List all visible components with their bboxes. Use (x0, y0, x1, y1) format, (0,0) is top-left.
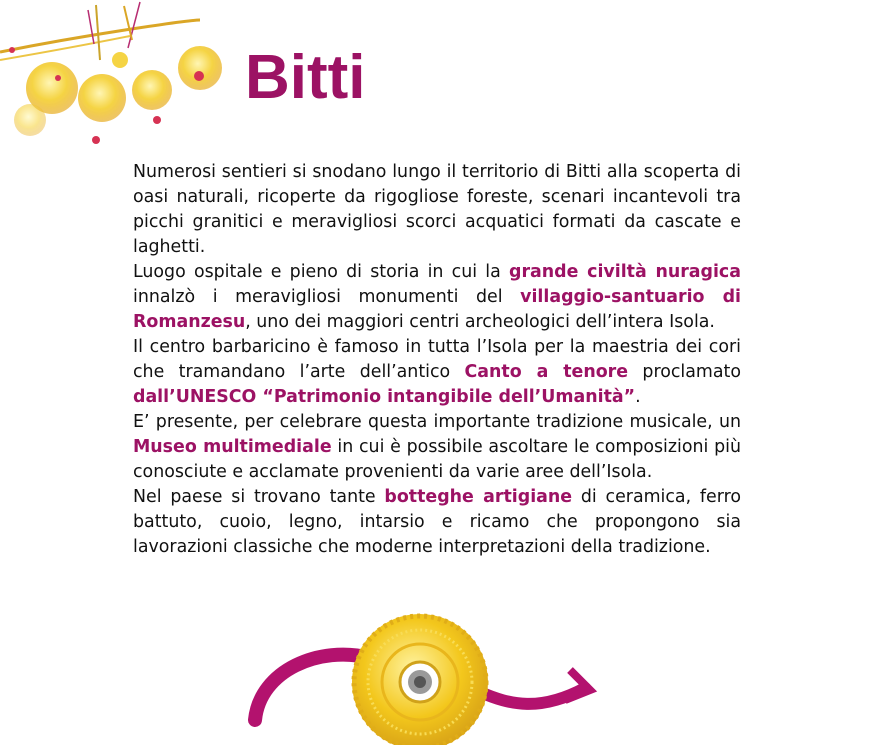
highlight: villaggio-santuario di Romanzesu (133, 287, 741, 332)
paragraph: Il centro barbaricino è famoso in tutta l’Isola per la maestria dei cori che tramandano l’arte dell’antico Canto a tenore proclamato dall’UNESCO “Patrimonio intangibile dell’Umanità”. (133, 337, 741, 407)
body-text (133, 160, 741, 560)
page-title: Bitti (245, 43, 366, 112)
highlight: botteghe artigiane (384, 487, 573, 507)
paragraph: Luogo ospitale e pieno di storia in cui la grande civiltà nuragica innalzò i meravigliosi monumenti del villaggio-santuario di Romanzesu, uno dei maggiori centri archeologici dell’intera Isola. (133, 262, 741, 332)
gold-filigree-decoration-icon (0, 0, 240, 160)
paragraph: E’ presente, per celebrare questa importante tradizione musicale, un Museo multimediale in cui è possibile ascoltare le composizioni più conosciute e acclamate provenienti da varie aree dell’Isola. (133, 412, 741, 482)
highlight: Canto a tenore (464, 362, 629, 382)
highlight: dall’UNESCO “Patrimonio intangibile dell’Umanità” (133, 387, 636, 407)
paragraph: Nel paese si trovano tante botteghe artigiane di ceramica, ferro battuto, cuoio, legno, intarsio e ricamo che propongono sia lavorazioni classiche che moderne interpretazioni della tradizione. (133, 487, 741, 557)
paragraph: Numerosi sentieri si snodano lungo il territorio di Bitti alla scoperta di oasi naturali, ricoperte da rigogliose foreste, scenari incantevoli tra picchi granitici e meravigliosi scorci acquatici formati da cascate e laghetti. (133, 162, 741, 257)
gold-brooch-ribbon-icon (240, 600, 600, 745)
highlight: grande civiltà nuragica (509, 262, 741, 282)
highlight: Museo multimediale (133, 437, 332, 457)
